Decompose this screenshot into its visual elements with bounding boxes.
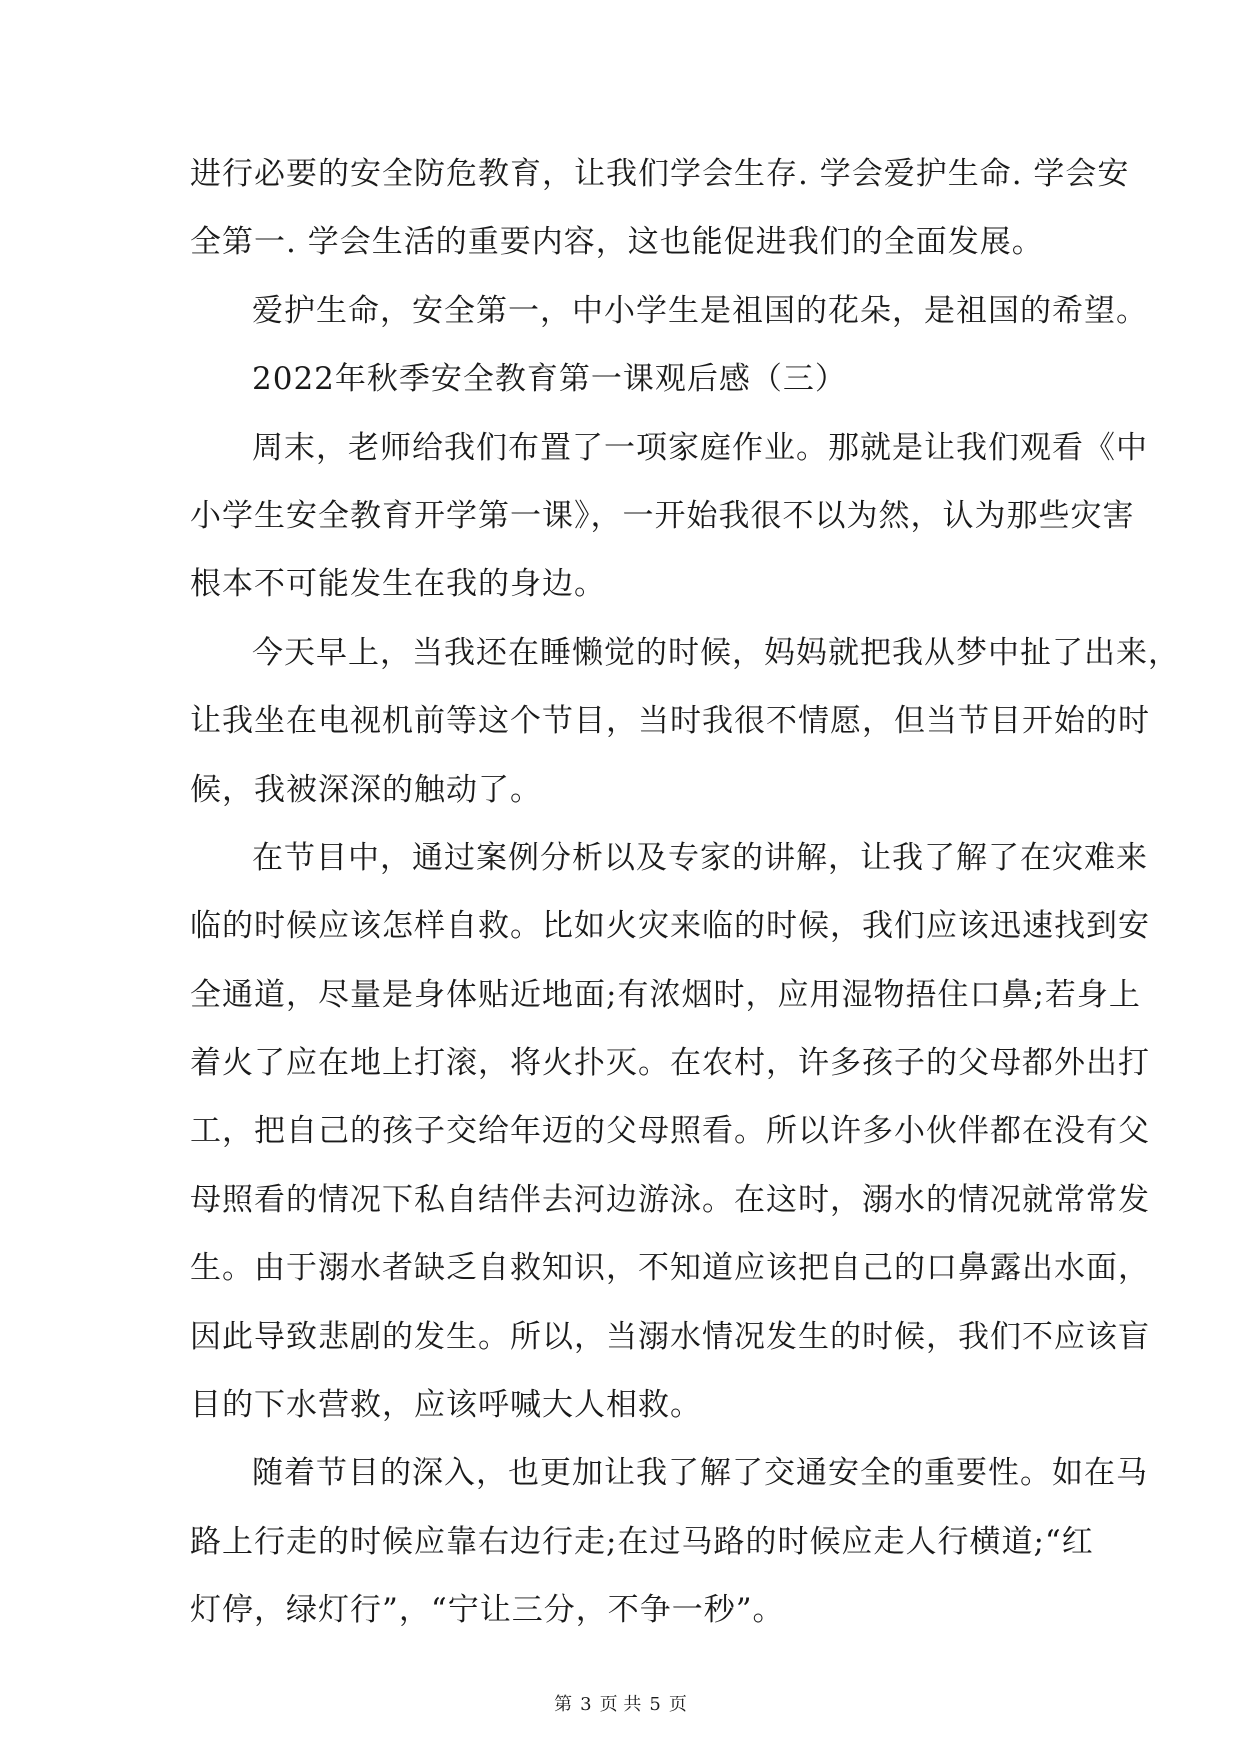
paragraph-line: 根本不可能发生在我的身边。 (190, 566, 606, 603)
paragraph-line: 爱护生命，安全第一，中小学生是祖国的花朵，是祖国的希望。 (252, 292, 1148, 329)
page-footer (0, 1690, 1241, 1716)
paragraph-line: 母照看的情况下私自结伴去河边游泳。在这时，溺水的情况就常常发 (190, 1181, 1150, 1218)
paragraph-line: 随着节目的深入，也更加让我了解了交通安全的重要性。如在马 (252, 1455, 1148, 1492)
footer-suffix: 页 (668, 1694, 687, 1715)
paragraph-line: 全第一. 学会生活的重要内容，这也能促进我们的全面发展。 (190, 224, 1044, 261)
paragraph-line: 小学生安全教育开学第一课》，一开始我很不以为然，认为那些灾害 (190, 497, 1135, 534)
paragraph-line: 进行必要的安全防危教育，让我们学会生存. 学会爱护生命. 学会安 (190, 156, 1130, 192)
footer-prefix: 第 (554, 1694, 573, 1715)
paragraph-line: 临的时候应该怎样自救。比如火灾来临的时候，我们应该迅速找到安 (190, 908, 1150, 945)
paragraph-line: 因此导致悲剧的发生。所以，当溺水情况发生的时候，我们不应该盲 (190, 1318, 1150, 1355)
paragraph-line: 周末，老师给我们布置了一项家庭作业。那就是让我们观看《中 (252, 429, 1148, 466)
paragraph-line: 工，把自己的孩子交给年迈的父母照看。所以许多小伙伴都在没有父 (190, 1113, 1150, 1150)
paragraph-line: 今天早上，当我还在睡懒觉的时候，妈妈就把我从梦中扯了出来， (252, 634, 1180, 671)
paragraph-line: 让我坐在电视机前等这个节目，当时我很不情愿，但当节目开始的时 (190, 703, 1150, 740)
paragraph-line: 路上行走的时候应靠右边行走;在过马路的时候应走人行横道;“红 (190, 1523, 1094, 1560)
paragraph-line: 目的下水营救，应该呼喊大人相救。 (190, 1387, 702, 1424)
paragraph-line: 在节目中，通过案例分析以及专家的讲解，让我了解了在灾难来 (252, 839, 1148, 876)
document-body (190, 140, 1180, 1645)
paragraph-line: 全通道，尽量是身体贴近地面;有浓烟时，应用湿物捂住口鼻;若身上 (190, 976, 1141, 1013)
current-page-number: 3 (580, 1694, 592, 1715)
paragraph-line: 候，我被深深的触动了。 (190, 771, 542, 808)
footer-middle: 页 共 (599, 1694, 642, 1715)
paragraph-line: 灯停，绿灯行”，“宁让三分，不争一秒”。 (190, 1592, 785, 1629)
section-heading: 2022年秋季安全教育第一课观后感（三） (252, 361, 847, 398)
total-pages-number: 5 (649, 1694, 661, 1715)
paragraph-line: 着火了应在地上打滚，将火扑灭。在农村，许多孩子的父母都外出打 (190, 1045, 1150, 1082)
paragraph-line: 生。由于溺水者缺乏自救知识，不知道应该把自己的口鼻露出水面， (190, 1250, 1150, 1287)
